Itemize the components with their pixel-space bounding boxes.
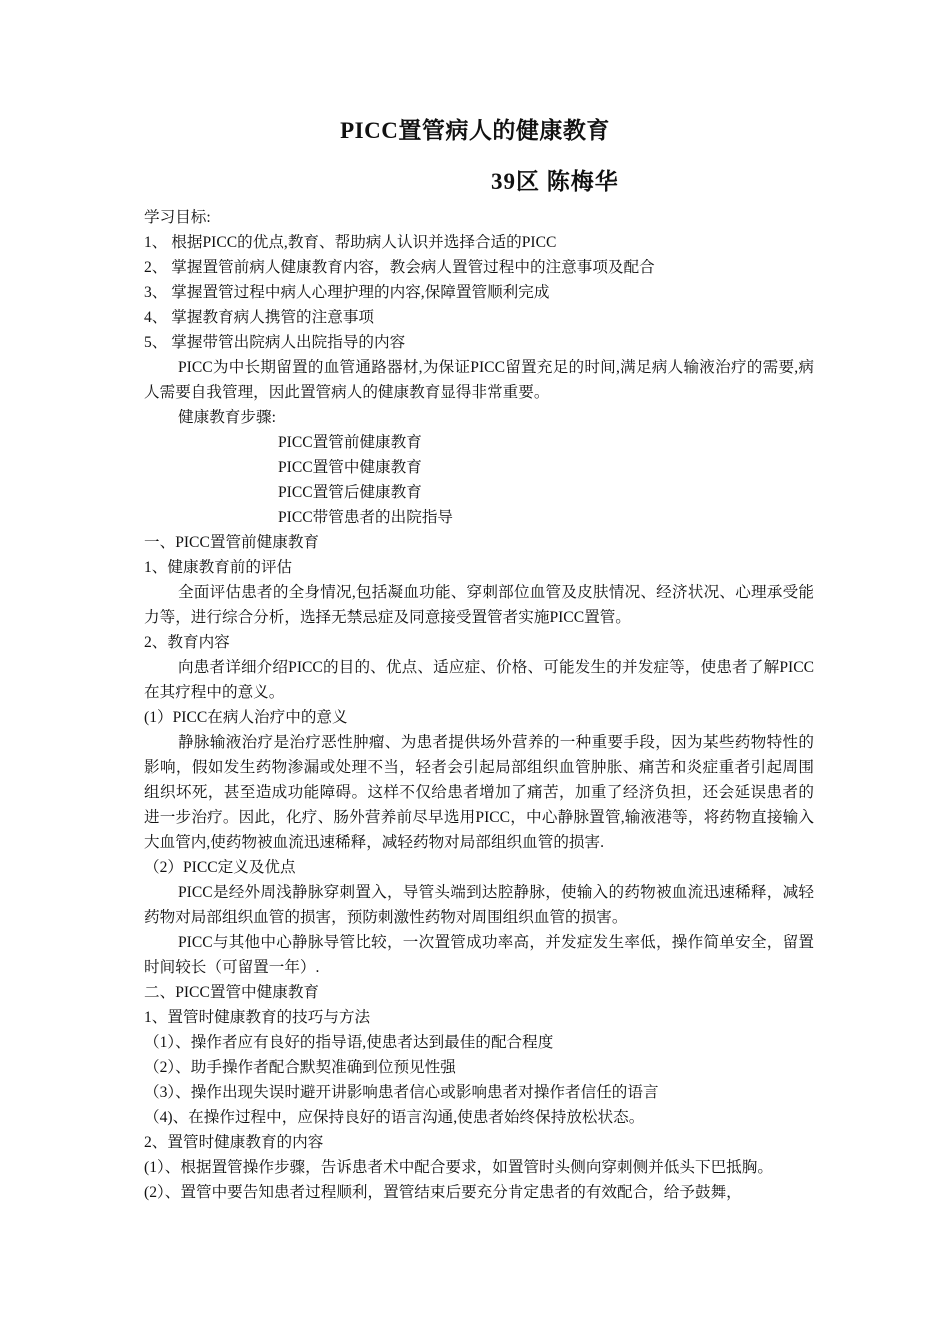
document-title: PICC置管病人的健康教育	[340, 118, 610, 143]
step-item: PICC置管前健康教育	[278, 434, 422, 451]
text-line: （3）、操作出现失误时避开讲影响患者信心或影响患者对操作者信任的语言	[144, 1084, 659, 1101]
paragraph: 健康教育步骤:	[178, 409, 276, 426]
text-line: 5、 掌握带管出院病人出院指导的内容	[144, 334, 406, 351]
paragraph: PICC为中长期留置的血管通路器材,为保证PICC留置充足的时间,满足病人输液治疗的需要,病人需要自我管理，因此置管病人的健康教育显得非常重要。	[144, 359, 814, 401]
text-line: (1）PICC在病人治疗中的意义	[144, 709, 348, 726]
document-body	[144, 205, 814, 1205]
text-line: （2）、助手操作者配合默契准确到位预见性强	[144, 1059, 456, 1076]
step-item: PICC带管患者的出院指导	[278, 509, 454, 526]
step-item: PICC置管中健康教育	[278, 459, 422, 476]
document-author: 39区 陈梅华	[491, 169, 619, 194]
text-line: 2、置管时健康教育的内容	[144, 1134, 324, 1151]
text-line: （2）PICC定义及优点	[144, 859, 296, 876]
step-item: PICC置管后健康教育	[278, 484, 422, 501]
text-line: (2）、置管中要告知患者过程顺利，置管结束后要充分肯定患者的有效配合，给予鼓舞，	[144, 1184, 742, 1201]
text-line: 一、PICC置管前健康教育	[144, 534, 320, 551]
text-line: 4、 掌握教育病人携管的注意事项	[144, 309, 375, 326]
text-line: (1）、根据置管操作步骤，告诉患者术中配合要求，如置管时头侧向穿刺侧并低头下巴抵胸。	[144, 1159, 773, 1176]
text-line: 2、教育内容	[144, 634, 230, 651]
paragraph: PICC是经外周浅静脉穿刺置入，导管头端到达腔静脉，使输入的药物被血流迅速稀释，减轻药物对局部组织血管的损害，预防刺激性药物对周围组织血管的损害。	[144, 884, 814, 926]
paragraph: 向患者详细介绍PICC的目的、优点、适应症、价格、可能发生的并发症等，使患者了解PICC在其疗程中的意义。	[144, 659, 814, 701]
paragraph: 全面评估患者的全身情况,包括凝血功能、穿刺部位血管及皮肤情况、经济状况、心理承受能力等，进行综合分析，选择无禁忌症及同意接受置管者实施PICC置管。	[144, 584, 814, 626]
text-line: 1、 根据PICC的优点,教育、帮助病人认识并选择合适的PICC	[144, 234, 557, 251]
text-line: 3、 掌握置管过程中病人心理护理的内容,保障置管顺利完成	[144, 284, 550, 301]
text-line: 二、PICC置管中健康教育	[144, 984, 320, 1001]
text-line: （1）、操作者应有良好的指导语,使患者达到最佳的配合程度	[144, 1034, 554, 1051]
paragraph: PICC与其他中心静脉导管比较，一次置管成功率高，并发症发生率低，操作简单安全，留置时间较长（可留置一年）.	[144, 934, 814, 976]
text-line: 学习目标:	[144, 209, 211, 226]
text-line: 1、健康教育前的评估	[144, 559, 293, 576]
paragraph: 静脉输液治疗是治疗恶性肿瘤、为患者提供场外营养的一种重要手段，因为某些药物特性的影响，假如发生药物渗漏或处理不当，轻者会引起局部组织血管肿胀、痛苦和炎症重者引起周围组织坏死，甚至造成功能障碍。这样不仅给患者增加了痛苦，加重了经济负担，还会延误患者的进一步治疗。因此，化疗、肠外营养前尽早选用PICC，中心静脉置管,输液港等，将药物直接输入大血管内,使药物被血流迅速稀释，减轻药物对局部组织血管的损害.	[144, 734, 814, 851]
text-line: 2、 掌握置管前病人健康教育内容，教会病人置管过程中的注意事项及配合	[144, 259, 655, 276]
text-line: 1、置管时健康教育的技巧与方法	[144, 1009, 371, 1026]
text-line: （4)、在操作过程中，应保持良好的语言沟通,使患者始终保持放松状态。	[144, 1109, 645, 1126]
